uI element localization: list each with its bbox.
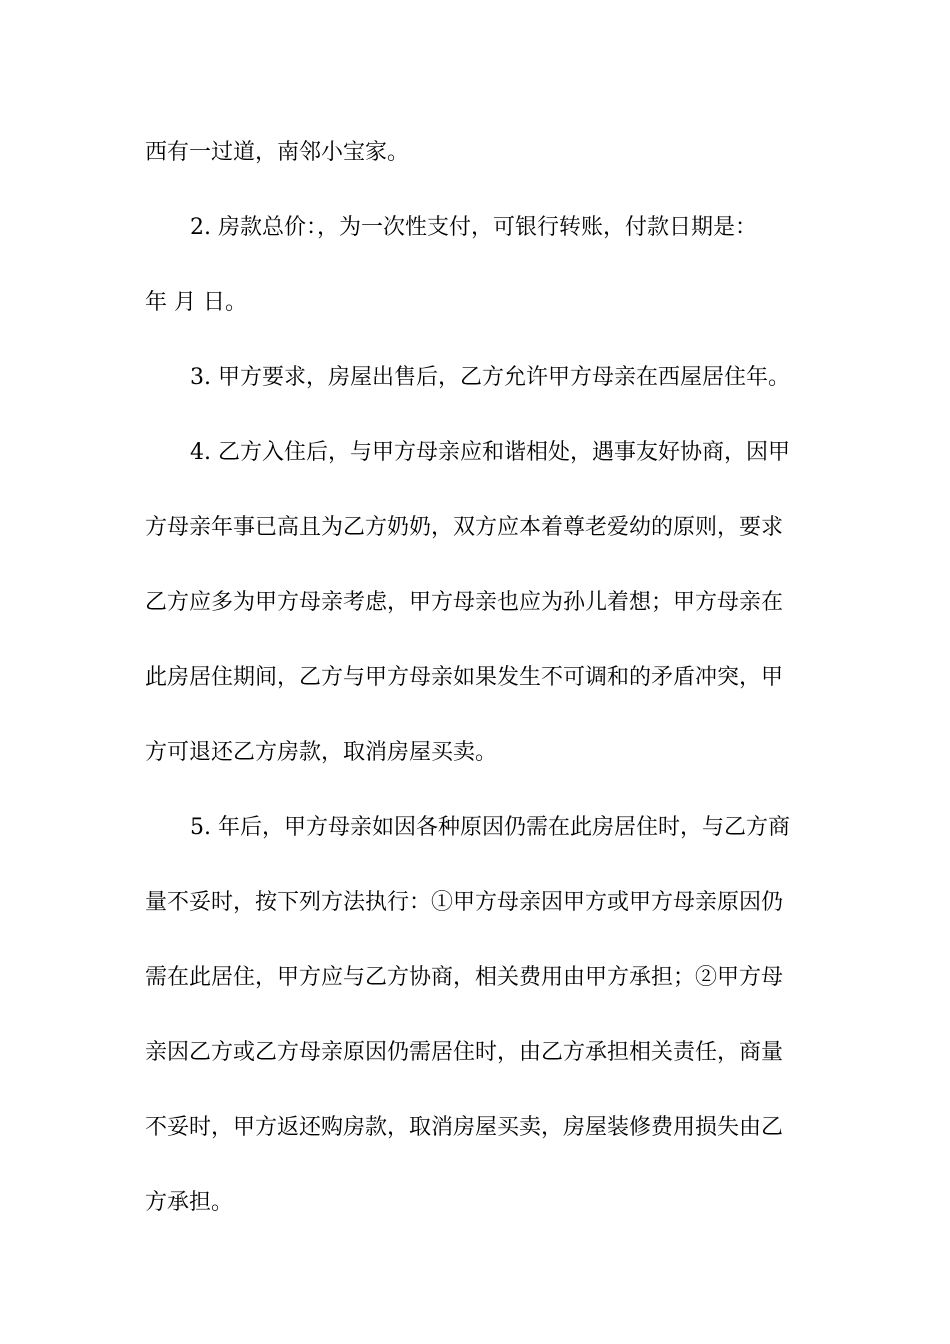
text-line: 量不妥时，按下列方法执行：①甲方母亲因甲方或甲方母亲原因仍 <box>145 890 784 915</box>
text-line: 年 月 日。 <box>145 290 247 315</box>
text-line: 方承担。 <box>145 1190 234 1215</box>
text-line: 此房居住期间，乙方与甲方母亲如果发生不可调和的矛盾冲突，甲 <box>145 665 784 690</box>
text-line: 3. 甲方要求，房屋出售后，乙方允许甲方母亲在西屋居住年。 <box>190 365 790 390</box>
text-line: 乙方应多为甲方母亲考虑，甲方母亲也应为孙儿着想；甲方母亲在 <box>145 590 784 615</box>
text-line: 亲因乙方或乙方母亲原因仍需居住时，由乙方承担相关责任，商量 <box>145 1040 784 1065</box>
text-line: 方可退还乙方房款，取消房屋买卖。 <box>145 740 498 765</box>
text-line: 西有一过道，南邻小宝家。 <box>145 140 410 165</box>
text-line: 5. 年后，甲方母亲如因各种原因仍需在此房居住时，与乙方商 <box>190 815 790 840</box>
text-line: 不妥时，甲方返还购房款，取消房屋买卖，房屋装修费用损失由乙 <box>145 1115 784 1140</box>
text-line: 4. 乙方入住后，与甲方母亲应和谐相处，遇事友好协商，因甲 <box>190 440 790 465</box>
text-line: 需在此居住，甲方应与乙方协商，相关费用由甲方承担；②甲方母 <box>145 965 784 990</box>
text-line: 方母亲年事已高且为乙方奶奶，双方应本着尊老爱幼的原则，要求 <box>145 515 784 540</box>
text-line: 2. 房款总价：，为一次性支付，可银行转账，付款日期是： <box>190 215 757 240</box>
